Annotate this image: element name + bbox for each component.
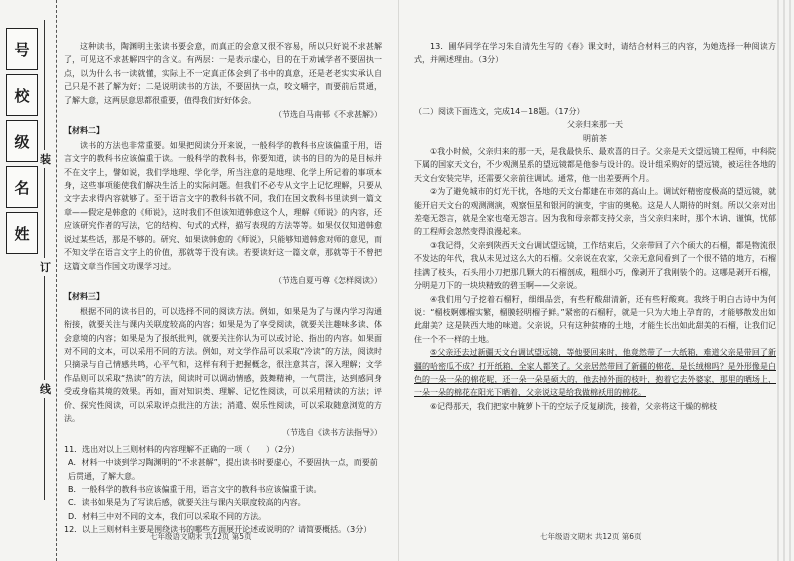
answer-space (414, 67, 776, 105)
page-edge-decoration (776, 0, 794, 561)
section-title: （二）阅读下面选文，完成14－18题。（17分） (414, 106, 585, 116)
q11-option-a: A．材料一中谈到学习陶渊明的“不求甚解”，提出读书时要虚心，不要固执一点，而要前后贯通，了解大意。 (68, 458, 378, 481)
article-paragraph-2: ②为了避免城市的灯光干扰，各地的天文台都建在市郊的高山上。调试好精密度极高的望远镜，就能开启天文台的观测测演，观察恒星和银河的演变，宇宙的奥秘。这是人人期待的时刻。所以父亲对出差毫无怨言，就是全家也毫无怨言。因为我和母亲都支持父亲，当父亲归来时，那个木讷、谨慎，忧郁的工程师会忽然变得浪漫起来。 (414, 187, 776, 237)
article-author: 明前茶 (583, 133, 607, 143)
article-paragraph-5: ⑤父亲还去过新疆天文台调试望远镜，等他要回来时，他竟然带了一大纸箱，难道父亲是带回了新疆的哈密瓜不成？打开纸箱，全家人都笑了。父亲居然带回了新疆的棉花，是长绒棉吗？是外形像是白色的一朵一朵的棉花呢，还一朵一朵是硕大的，他去掉外面的枝叶，抱着它去外婆家，那里的晒场上，一朵一朵的棉花在阳光下晒着，父亲说这是给我做棉袄用的棉花。 (414, 348, 776, 398)
footer-left: 七年级语文期末 共12页 第5页 (150, 532, 252, 541)
page-right (414, 40, 776, 413)
article-paragraph-3: ③我记得，父亲到陕西天文台调试望远镜，工作结束后，父亲带回了六个硕大的石榴，都是物流很不发达的年代，我从未见过这么大的石榴。父亲说在农家，父亲无意间看到了一个很不错的地方，石榴挂满了枝头，石头用小刀把那几颗大的石榴剖成，粗细小巧，像剥开了我刚装个的。这哪是剥开石榴，分明是刀下的一块块精致的碧玉啊——父亲说。 (414, 240, 776, 291)
material-2-text: 读书的方法也非常重要。如果把阅读分开来说，一般科学的教科书应该偏重于用，语言文字的教科书应该偏重于读。一般科学的教科书，你要知道，读书的目的为的是目标并不在文字上，譬如说，我们学地理、学化学，所当注意的是地理、化学上所记着的事项本身，这些事项能使我们解决生活上的实际问题。但我们不必专从文字上记忆理解，只要从文字去求得内容就够了。至于语言文字的教科书就不同，我们在国文教科书里读到一篇文章——假定是韩愈的《师说》，这时我们不但该知道韩愈这个人，理解《师说》的内容，还应该研究作者的写法，它的结构、句式的式样，描写表现的方法等等。如果仅仅知道韩愈说过某些话，那是不够的。研究、如果读韩愈的《师说》，只能够知道韩愈对师的意见，而不知文学在语言文字上的价值，那就等于没有读。若要读好这一篇文章，那就等于不曾把这篇文章当作国文功课学习过。 (64, 140, 382, 271)
binding-label-school: 校 (6, 74, 38, 116)
article-paragraph-4: ④我们用勺子挖着石榴籽，细细品尝，有些籽酸甜清新，还有些籽酸爽。我终于明白古诗中为何说：“榴枝婀娜榴实繁，榴膜轻明榴子鲜。”紧密的石榴籽，就是一只为大地上孕育的，才能够散发出如此甜美？这是陕西大地的味道。父亲说，只有这种贫瘠的土地，才能生长出如此甜美的石榴，让我们记住一个不一样的土地。 (414, 294, 776, 344)
binding-margin (0, 0, 57, 561)
material-3-title: 【材料三】 (64, 292, 104, 302)
intro-paragraph: 这种读书，陶渊明主张读书要会意，而真正的会意又很不容易，所以只好说不求甚解了，可见这不求甚解四字的含义。有两层：一是表示虚心，目的在于劝诫学者不要固执一点，以为什么书一读就懂，实际上不一定真正体会到了书中的真意，还是老老实实承认自己只是不甚了解为好；二是说明读书的方法，不要固执一点，咬文嚼字，而要前后贯通，了解大意，这两层意思都很重要，值得我们好好体会。 (64, 42, 382, 105)
question-11: 11．选出对以上三则材料的内容理解不正确的一项（ ）（2分） (64, 444, 300, 454)
binding-label-number: 号 (6, 28, 38, 70)
binding-mark-xian: 线 (40, 380, 51, 398)
page-left (64, 40, 382, 537)
source-3: （节选自《读书方法指导》） (282, 428, 382, 438)
question-13: 13．圃华同学在学习朱自清先生写的《春》课文时，请结合材料三的内容，为她选择一种阅读方式，并阐述理由。（3分） (414, 42, 776, 65)
source-2: （节选自夏丏尊《怎样阅读》） (274, 275, 382, 285)
q11-option-d: D．材料三中对不同的文本，我们可以采取不同的方法。 (68, 511, 267, 521)
source-1: （节选自马南邨《不求甚解》） (274, 110, 382, 120)
binding-mark-ding: 订 (40, 258, 51, 276)
binding-mark-zhuang: 装 (40, 150, 51, 168)
article-paragraph-6: ⑥记得那天，我们把家中腌萝卜干的空坛子反复刷洗，接着，父亲将这干燥的棉枝 (430, 401, 718, 411)
binding-label-class: 级 (6, 120, 38, 162)
binding-label-surname: 姓 (6, 212, 38, 254)
page-divider (398, 0, 399, 561)
question-12: 12．以上三则材料主要是围绕读书的哪些方面展开论述或说明的？请简要概括。（3分） (64, 525, 372, 535)
material-2-title: 【材料二】 (64, 126, 104, 136)
material-3-text: 根据不同的读书目的，可以选择不同的阅读方法。例如，如果是为了与课内学习沟通衔接，就要关注与课内关联度较高的内容；如果是为了享受阅读，就要关注趣味多读、体会意境的内容；如果是为了报纸批判，就要关注你认为可以或讨论、指出的内容。如果面对不同的文本，可以采用不同的方法。例如，对文学作品可以采取“冷读”的方法，阅读时只摘录与自己情感共鸣，心平气和，这样有利于把握概念，很注意其言，深入理解；文学作品则可以采取“热读”的方法，阅读时可以调动情感，鼓舞精神，一气贯注，达到感同身受或身临其境的效果。再如，面对知识类、理解、记忆性阅读，可以采用精读的方法；评价、探究性阅读，可以采取评点批注的方法；消遣、娱乐性阅读，可以采取随意浏览的方法。 (64, 306, 382, 423)
footer-right: 七年级语文期末 共12页 第6页 (540, 532, 642, 541)
q11-option-c: C．读书如果是为了写读后感，就要关注与课内关联度较高的内容。 (68, 498, 306, 508)
article-paragraph-1: ①我小时候，父亲归来的那一天，是我最快乐、最欢喜的日子。父亲是天文望远镜工程师，中科院下属的国家天文台，不少观测星系的望远镜都是他参与设计的。设计组采购好的望远镜，被运往各地的天文台安装完毕，还需要父亲前往调试。通常，他一出差要两个月。 (414, 147, 776, 183)
article-title: 父亲归来那一天 (567, 120, 623, 130)
binding-label-name: 名 (6, 166, 38, 208)
q11-option-b: B．一般科学的教科书应该偏重于用，语言文字的教科书应该偏重于读。 (68, 485, 322, 494)
